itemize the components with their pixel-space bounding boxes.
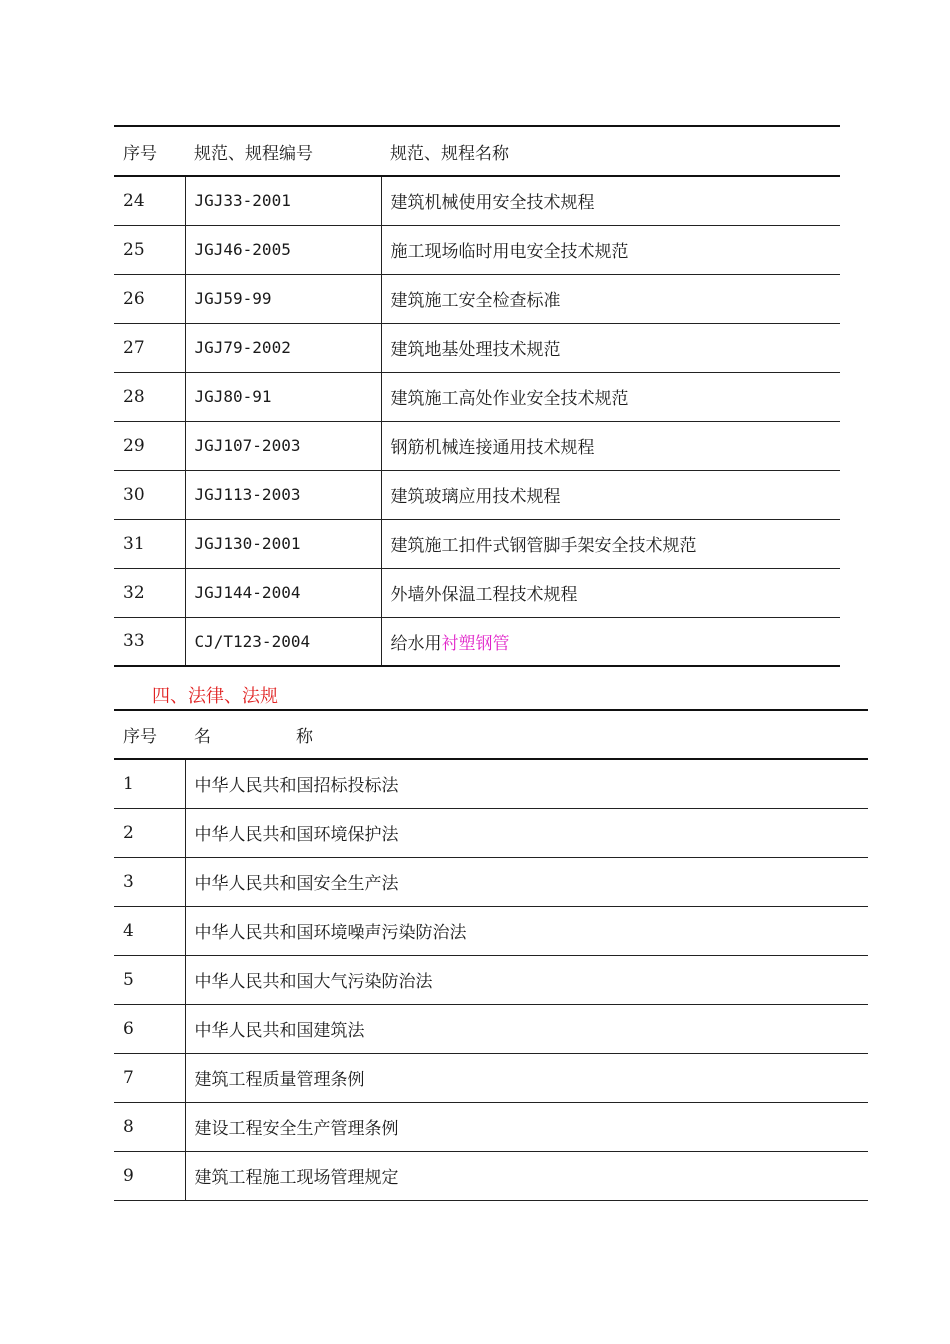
row-code: CJ/T123-2004 bbox=[185, 617, 381, 666]
table-row bbox=[114, 1004, 868, 1053]
row-no: 32 bbox=[114, 568, 185, 617]
row-code: JGJ107-2003 bbox=[185, 421, 381, 470]
standards-table bbox=[114, 125, 840, 667]
header-no: 序号 bbox=[114, 710, 185, 759]
row-no: 3 bbox=[114, 857, 185, 906]
row-name: 建筑工程质量管理条例 bbox=[185, 1053, 868, 1102]
header-name: 名 称 bbox=[185, 710, 868, 759]
row-name: 建筑地基处理技术规范 bbox=[381, 323, 840, 372]
row-name: 施工现场临时用电安全技术规范 bbox=[381, 225, 840, 274]
table-row bbox=[114, 323, 840, 372]
row-no: 2 bbox=[114, 808, 185, 857]
row-name: 钢筋机械连接通用技术规程 bbox=[381, 421, 840, 470]
table-row bbox=[114, 906, 868, 955]
row-code: JGJ130-2001 bbox=[185, 519, 381, 568]
row-name: 建筑施工安全检查标准 bbox=[381, 274, 840, 323]
row-no: 29 bbox=[114, 421, 185, 470]
row-no: 33 bbox=[114, 617, 185, 666]
row-code: JGJ79-2002 bbox=[185, 323, 381, 372]
table-row bbox=[114, 176, 840, 225]
row-no: 4 bbox=[114, 906, 185, 955]
row-name: 中华人民共和国环境保护法 bbox=[185, 808, 868, 857]
row-name: 建筑工程施工现场管理规定 bbox=[185, 1151, 868, 1200]
table-row bbox=[114, 955, 868, 1004]
table-row bbox=[114, 617, 840, 666]
row-name: 建筑机械使用安全技术规程 bbox=[381, 176, 840, 225]
table-row bbox=[114, 568, 840, 617]
table-row bbox=[114, 1102, 868, 1151]
row-code: JGJ144-2004 bbox=[185, 568, 381, 617]
header-name: 规范、规程名称 bbox=[381, 126, 840, 176]
row-name: 建设工程安全生产管理条例 bbox=[185, 1102, 868, 1151]
row-no: 6 bbox=[114, 1004, 185, 1053]
row-no: 1 bbox=[114, 759, 185, 808]
table-row bbox=[114, 470, 840, 519]
table-row bbox=[114, 1053, 868, 1102]
table-header-row bbox=[114, 710, 868, 759]
row-name: 中华人民共和国大气污染防治法 bbox=[185, 955, 868, 1004]
header-code: 规范、规程编号 bbox=[185, 126, 381, 176]
row-no: 31 bbox=[114, 519, 185, 568]
row-name: 中华人民共和国招标投标法 bbox=[185, 759, 868, 808]
row-code: JGJ80-91 bbox=[185, 372, 381, 421]
laws-table bbox=[114, 709, 868, 1201]
table-row bbox=[114, 808, 868, 857]
row-no: 25 bbox=[114, 225, 185, 274]
table-row bbox=[114, 225, 840, 274]
row-name: 中华人民共和国建筑法 bbox=[185, 1004, 868, 1053]
table-row bbox=[114, 274, 840, 323]
row-code: JGJ46-2005 bbox=[185, 225, 381, 274]
row-name: 建筑施工高处作业安全技术规范 bbox=[381, 372, 840, 421]
section-title: 四、法律、法规 bbox=[152, 686, 278, 707]
table-row bbox=[114, 1151, 868, 1200]
row-name-prefix: 给水用 bbox=[390, 633, 442, 654]
row-no: 24 bbox=[114, 176, 185, 225]
row-no: 9 bbox=[114, 1151, 185, 1200]
row-name: 中华人民共和国安全生产法 bbox=[185, 857, 868, 906]
table-row bbox=[114, 421, 840, 470]
row-name: 建筑玻璃应用技术规程 bbox=[381, 470, 840, 519]
row-no: 8 bbox=[114, 1102, 185, 1151]
table-row bbox=[114, 372, 840, 421]
row-no: 26 bbox=[114, 274, 185, 323]
row-no: 28 bbox=[114, 372, 185, 421]
row-name: 外墙外保温工程技术规程 bbox=[381, 568, 840, 617]
row-no: 30 bbox=[114, 470, 185, 519]
table-row bbox=[114, 857, 868, 906]
row-name-highlight: 衬塑钢管 bbox=[441, 633, 510, 654]
row-name: 中华人民共和国环境噪声污染防治法 bbox=[185, 906, 868, 955]
row-no: 5 bbox=[114, 955, 185, 1004]
row-no: 27 bbox=[114, 323, 185, 372]
row-name: 建筑施工扣件式钢管脚手架安全技术规范 bbox=[381, 519, 840, 568]
row-code: JGJ113-2003 bbox=[185, 470, 381, 519]
row-no: 7 bbox=[114, 1053, 185, 1102]
table-header-row bbox=[114, 126, 840, 176]
table-row bbox=[114, 519, 840, 568]
row-name bbox=[381, 617, 840, 666]
row-code: JGJ59-99 bbox=[185, 274, 381, 323]
row-code: JGJ33-2001 bbox=[185, 176, 381, 225]
table-row bbox=[114, 759, 868, 808]
header-no: 序号 bbox=[114, 126, 185, 176]
